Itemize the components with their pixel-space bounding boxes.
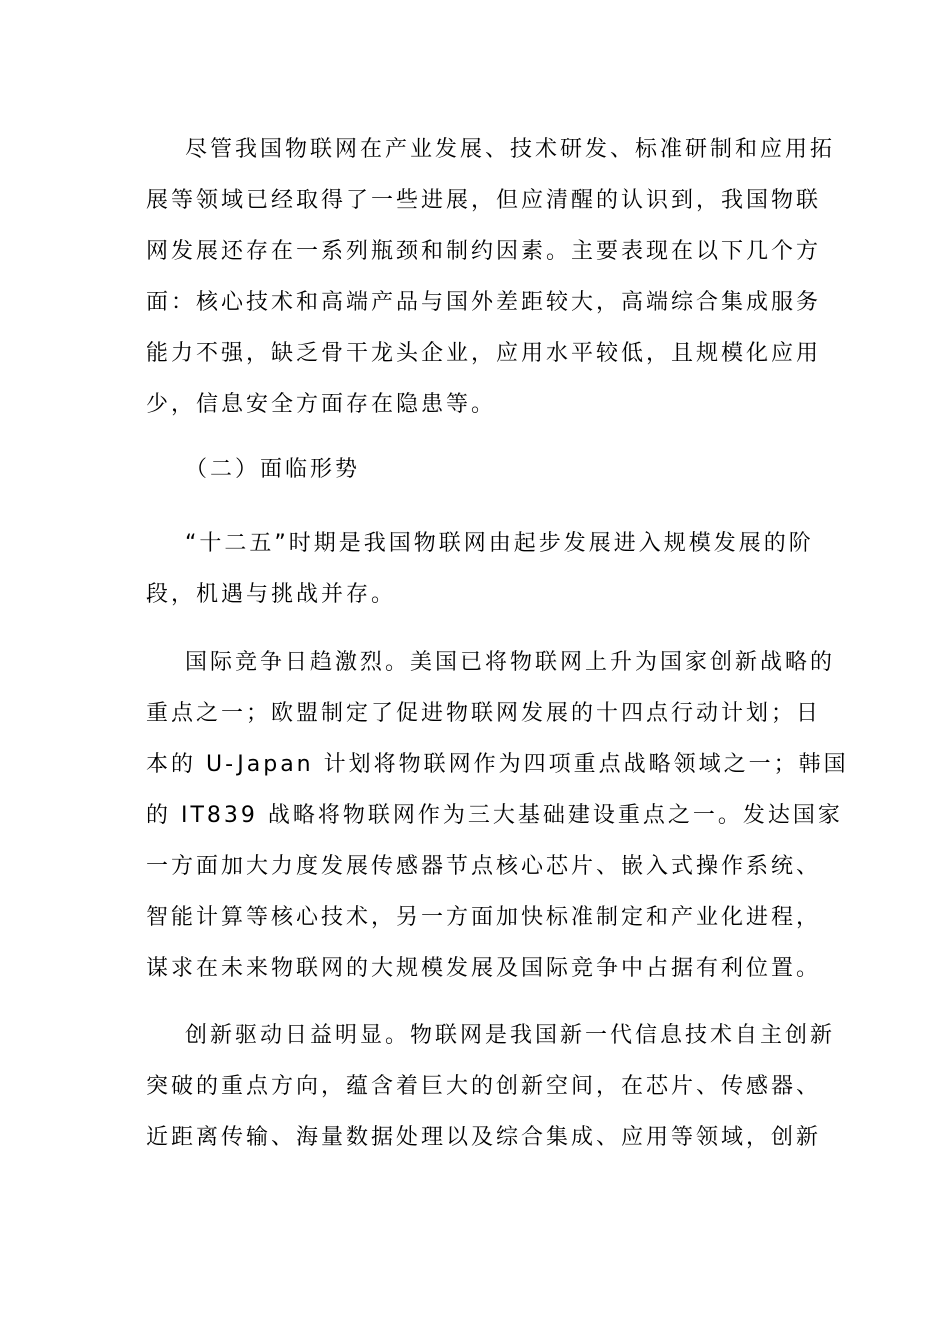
paragraph-current-status	[146, 124, 836, 430]
paragraph-line: 突破的重点方向，蕴含着巨大的创新空间，在芯片、传感器、	[146, 1074, 822, 1099]
paragraph-line: “十二五”时期是我国物联网由起步发展进入规模发展的阶	[185, 531, 814, 556]
paragraph-line: 的 IT839 战略将物联网作为三大基础建设重点之一。发达国家	[146, 803, 843, 828]
paragraph-international-competition	[146, 637, 849, 994]
paragraph-line: 重点之一；欧盟制定了促进物联网发展的十四点行动计划；日	[146, 701, 822, 726]
paragraph-line: 展等领域已经取得了一些进展，但应清醒的认识到，我国物联	[146, 188, 822, 213]
paragraph-line: 能力不强，缺乏骨干龙头企业，应用水平较低，且规模化应用	[146, 341, 822, 366]
paragraph-line: 创新驱动日益明显。物联网是我国新一代信息技术自主创新	[185, 1023, 836, 1048]
paragraph-line: 一方面加大力度发展传感器节点核心芯片、嵌入式操作系统、	[146, 854, 822, 879]
section-heading: （二）面临形势	[185, 457, 361, 482]
paragraph-line: 谋求在未来物联网的大规模发展及国际竞争中占据有利位置。	[146, 956, 822, 981]
paragraph-line: 段，机遇与挑战并存。	[146, 582, 397, 607]
paragraph-line: 网发展还存在一系列瓶颈和制约因素。主要表现在以下几个方	[146, 239, 822, 264]
paragraph-line: 近距离传输、海量数据处理以及综合集成、应用等领域，创新	[146, 1125, 822, 1150]
paragraph-line: 面：核心技术和高端产品与国外差距较大，高端综合集成服务	[146, 290, 822, 315]
paragraph-line: 智能计算等核心技术，另一方面加快标准制定和产业化进程，	[146, 905, 822, 930]
paragraph-overview	[146, 518, 814, 620]
paragraph-innovation	[146, 1010, 836, 1163]
paragraph-line: 本的 U-Japan 计划将物联网作为四项重点战略领域之一；韩国	[146, 752, 849, 777]
paragraph-line: 少，信息安全方面存在隐患等。	[146, 392, 497, 417]
paragraph-line: 尽管我国物联网在产业发展、技术研发、标准研制和应用拓	[185, 137, 836, 162]
paragraph-line: 国际竞争日趋激烈。美国已将物联网上升为国家创新战略的	[185, 650, 836, 675]
